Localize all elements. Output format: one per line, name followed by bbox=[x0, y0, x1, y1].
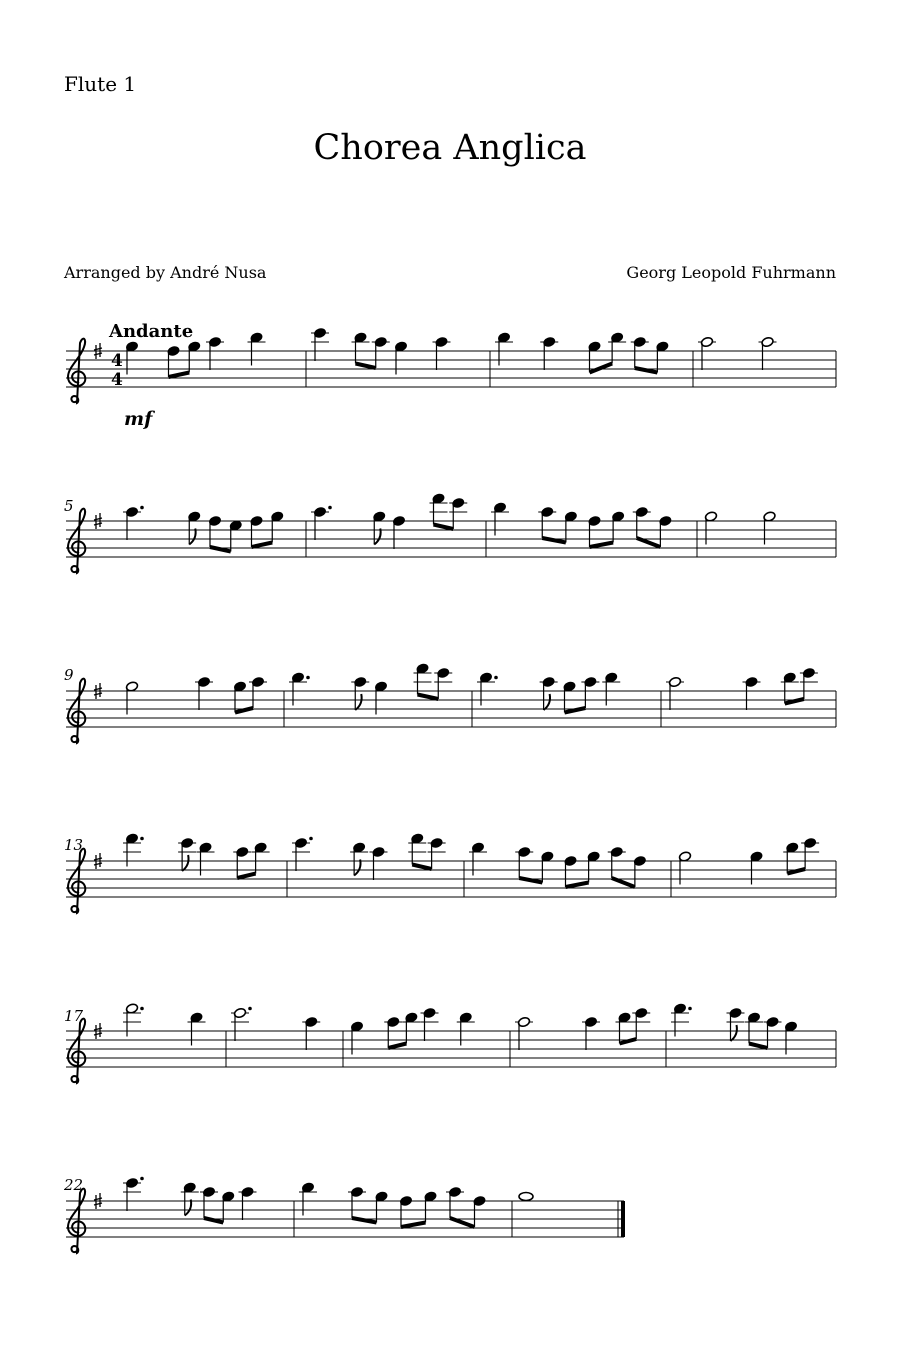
treble-clef bbox=[68, 1019, 85, 1083]
measure-number: 22 bbox=[64, 1176, 84, 1194]
note-beam bbox=[356, 364, 376, 369]
piece-title: Chorea Anglica bbox=[313, 128, 587, 168]
note-beam bbox=[169, 373, 190, 378]
note-beam bbox=[252, 543, 273, 548]
note-beam bbox=[401, 1223, 426, 1228]
note-flag bbox=[185, 1200, 191, 1216]
tempo-marking: Andante bbox=[109, 321, 194, 342]
note-beam bbox=[590, 543, 614, 548]
measure-number: 5 bbox=[64, 497, 74, 515]
treble-clef bbox=[68, 849, 85, 913]
part-name: Flute 1 bbox=[64, 72, 137, 96]
augmentation-dot bbox=[328, 506, 332, 510]
arranger-credit: Arranged by André Nusa bbox=[64, 263, 267, 282]
augmentation-dot bbox=[688, 1007, 692, 1011]
note-beam bbox=[566, 883, 589, 888]
augmentation-dot bbox=[140, 1177, 144, 1181]
treble-clef bbox=[68, 1189, 85, 1253]
time-signature-numerator: 4 bbox=[111, 351, 123, 371]
note-flag bbox=[374, 529, 380, 545]
note-flag bbox=[355, 694, 361, 710]
note-beam bbox=[590, 364, 613, 373]
augmentation-dot bbox=[309, 837, 313, 841]
note-beam bbox=[237, 874, 255, 879]
augmentation-dot bbox=[494, 676, 498, 680]
augmentation-dot bbox=[140, 837, 144, 841]
measure-number: 13 bbox=[64, 836, 84, 854]
note-beam bbox=[418, 695, 439, 700]
note-flag bbox=[731, 1025, 737, 1041]
time-signature-denominator: 4 bbox=[111, 370, 123, 390]
augmentation-dot bbox=[306, 676, 310, 680]
augmentation-dot bbox=[140, 1007, 144, 1011]
note-flag bbox=[544, 694, 550, 710]
note-flag bbox=[189, 529, 195, 545]
dynamic-marking: mf bbox=[124, 408, 153, 430]
note-flag bbox=[354, 860, 360, 876]
treble-clef bbox=[68, 679, 85, 743]
note-beam bbox=[412, 865, 431, 870]
augmentation-dot bbox=[248, 1007, 252, 1011]
note-beam bbox=[434, 525, 454, 530]
final-barline bbox=[621, 1201, 625, 1237]
composer-credit: Georg Leopold Fuhrmann bbox=[626, 263, 836, 282]
augmentation-dot bbox=[140, 506, 144, 510]
note-beam bbox=[749, 1044, 768, 1049]
treble-clef bbox=[68, 509, 85, 573]
note-flag bbox=[182, 855, 188, 871]
measure-number: 17 bbox=[64, 1007, 84, 1025]
note-head bbox=[519, 1193, 533, 1201]
note-beam bbox=[388, 1044, 406, 1049]
treble-clef bbox=[68, 339, 85, 403]
measure-number: 9 bbox=[64, 666, 74, 684]
